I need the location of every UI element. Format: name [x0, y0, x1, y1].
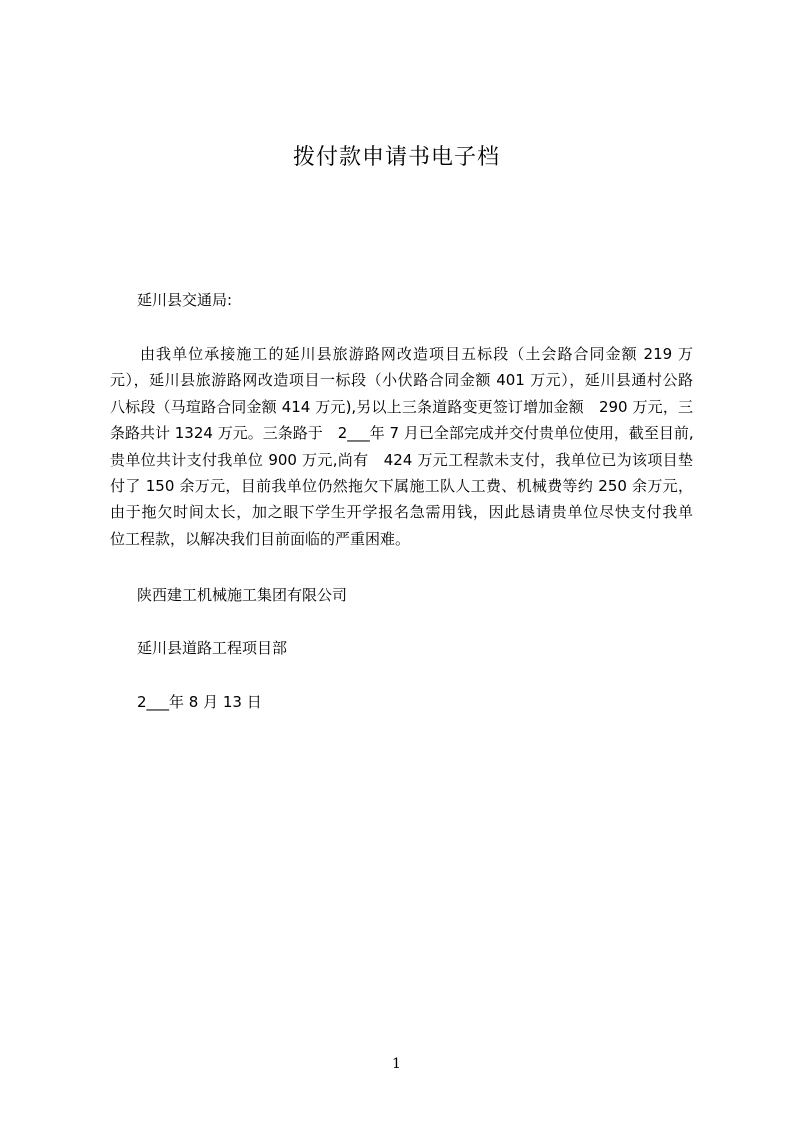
body-line: 位工程款，以解决我们目前面临的严重困难。 [110, 529, 411, 548]
body-line: 付了 150 余万元，目前我单位仍然拖欠下属施工队人工费、机械费等约 250 余万元， [110, 477, 693, 496]
body-line: 八标段（马瑄路合同金额 414 万元),另以上三条道路变更签订增加金额 290 万元，三 [110, 397, 693, 416]
signature-department: 延川县道路工程项目部 [137, 639, 288, 657]
body-line: 由我单位承接施工的延川县旅游路网改造项目五标段（土会路合同金额 219 万 [140, 345, 693, 363]
signature-company: 陕西建工机械施工集团有限公司 [137, 586, 348, 604]
body-line: 元），延川县旅游路网改造项目一标段（小伏路合同金额 401 万元），延川县通村公路 [110, 371, 693, 390]
addressee: 延川县交通局: [137, 291, 233, 309]
body-paragraph [110, 341, 693, 552]
document-title: 拨付款申请书电子档 [292, 145, 500, 170]
body-line: 由于拖欠时间太长，加之眼下学生开学报名急需用钱，因此恳请贵单位尽快支付我单 [110, 503, 693, 522]
body-line: 条路共计 1324 万元。三条路于 2___年 7 月已全部完成并交付贵单位使用，截至目前, [110, 424, 694, 443]
body-line: 贵单位共计支付我单位 900 万元,尚有 424 万元工程款未支付，我单位已为该项目垫 [110, 450, 693, 469]
signature-date: 2___年 8 月 13 日 [137, 693, 262, 711]
page-number: 1 [392, 1056, 401, 1072]
